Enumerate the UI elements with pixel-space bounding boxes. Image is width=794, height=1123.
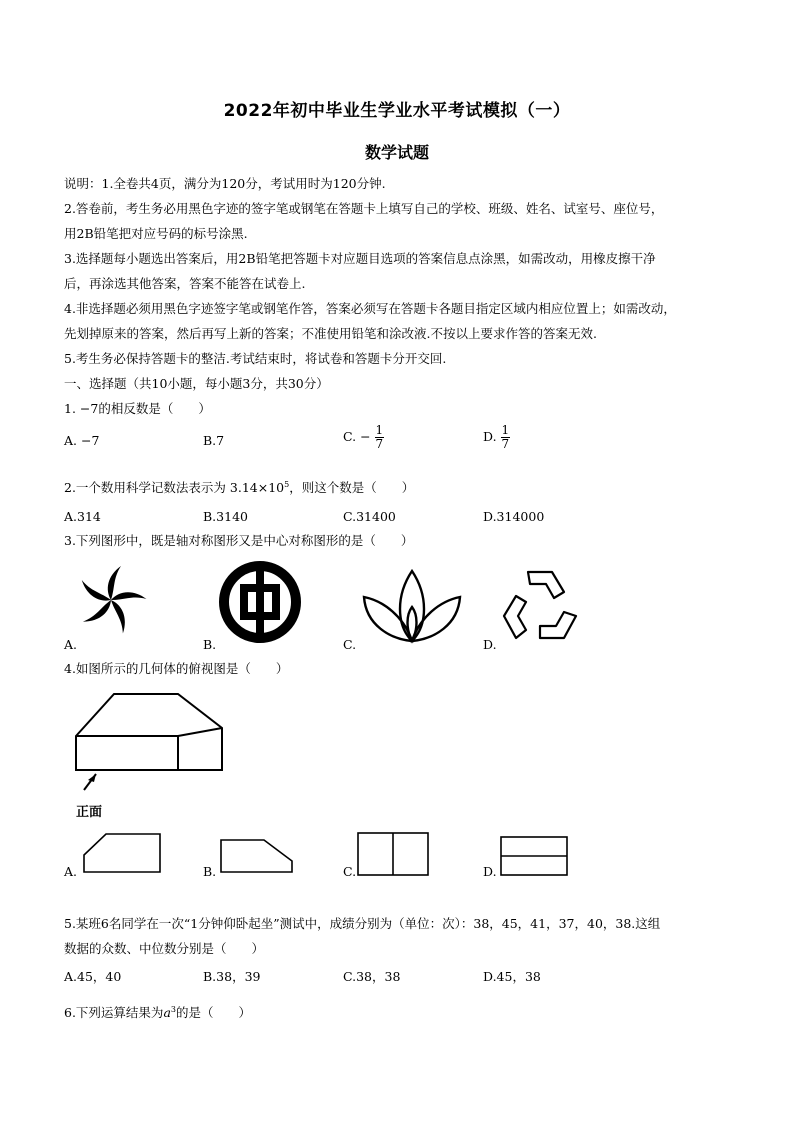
instruction-line: 4.非选择题必须用黑色字迹签字笔或钢笔作答，答案必须写在答题卡各题目指定区域内相应位置上；如需改动， — [64, 301, 676, 316]
q4-option-c: C. — [343, 864, 357, 879]
pinwheel-figure — [66, 560, 156, 644]
question-5-stem-cont: 数据的众数、中位数分别是（ ） — [64, 941, 265, 956]
question-1-stem: 1. −7的相反数是（ ） — [64, 401, 211, 416]
instruction-line: 2.答卷前，考生务必用黑色字迹的签字笔或钢笔在答题卡上填写自己的学校、班级、姓名、试室号、座位号， — [64, 201, 664, 216]
q2-option-c: C.31400 — [343, 509, 396, 524]
exam-subtitle: 数学试题 — [364, 143, 429, 162]
question-4-stem: 4.如图所示的几何体的俯视图是（ ） — [64, 661, 289, 676]
instruction-line: 用2B铅笔把对应号码的标号涂黑. — [64, 226, 248, 241]
q3-option-c: C. — [343, 637, 357, 652]
fraction: $\frac{1}{7}$ — [375, 423, 384, 451]
q2-option-d: D.314000 — [483, 509, 545, 524]
question-5-stem: 5.某班6名同学在一次“1分钟仰卧起坐”测试中，成绩分别为（单位：次）：38，45，41，37，40，38.这组 — [64, 916, 661, 931]
question-3-stem: 3.下列图形中，既是轴对称图形又是中心对称图形的是（ ） — [64, 533, 414, 548]
q1-option-d: D. $\frac{1}{7}$ — [483, 423, 510, 451]
question-6-stem: 6.下列运算结果为$a^3$的是（ ） — [64, 1005, 251, 1021]
q3-option-d: D. — [483, 637, 497, 652]
q2-option-a: A.314 — [64, 509, 101, 524]
front-label: 正面 — [76, 805, 103, 820]
fraction: $\frac{1}{7}$ — [501, 423, 510, 451]
instruction-line: 后，再涂选其他答案，答案不能答在试卷上. — [64, 276, 306, 291]
bank-logo-figure — [218, 560, 302, 644]
q4-option-a: A. — [64, 864, 78, 879]
q1-option-b: B.7 — [203, 433, 225, 448]
instruction-line: 先划掉原来的答案，然后再写上新的答案；不准使用铅笔和涂改液.不按以上要求作答的答案无效. — [64, 326, 597, 341]
section-heading: 一、选择题（共10小题，每小题3分，共30分） — [64, 376, 329, 391]
q3-option-b: B. — [203, 637, 217, 652]
q5-option-c: C.38，38 — [343, 969, 401, 984]
question-2-stem: 2.一个数用科学记数法表示为 $3.14\times 10^5$，则这个数是（ ） — [64, 480, 415, 496]
q3-option-a: A. — [64, 637, 78, 652]
q4-option-d: D. — [483, 864, 497, 879]
recycle-figure — [500, 568, 580, 644]
q4-view-d — [500, 836, 568, 876]
q1-option-a: A. −7 — [64, 433, 100, 448]
q5-option-d: D.45，38 — [483, 969, 541, 984]
instruction-line: 5.考生务必保持答题卡的整洁.考试结束时，将试卷和答题卡分开交回. — [64, 351, 447, 366]
instruction-line: 说明：1.全卷共4页，满分为120分，考试用时为120分钟. — [64, 176, 386, 191]
instruction-line: 3.选择题每小题选出答案后，用2B铅笔把答题卡对应题目选项的答案信息点涂黑，如需改动，用橡皮擦干净 — [64, 251, 656, 266]
exam-title: 2022年初中毕业生学业水平考试模拟（一） — [223, 101, 571, 121]
q4-view-b — [220, 839, 294, 873]
q4-view-a — [82, 833, 162, 873]
q1-option-c: C. − $\frac{1}{7}$ — [343, 423, 384, 451]
solid-figure — [74, 690, 234, 792]
q4-option-b: B. — [203, 864, 217, 879]
q2-option-b: B.3140 — [203, 509, 248, 524]
q5-option-a: A.45，40 — [64, 969, 122, 984]
q5-option-b: B.38，39 — [203, 969, 261, 984]
lotus-figure — [360, 565, 464, 645]
q4-view-c — [357, 832, 429, 876]
